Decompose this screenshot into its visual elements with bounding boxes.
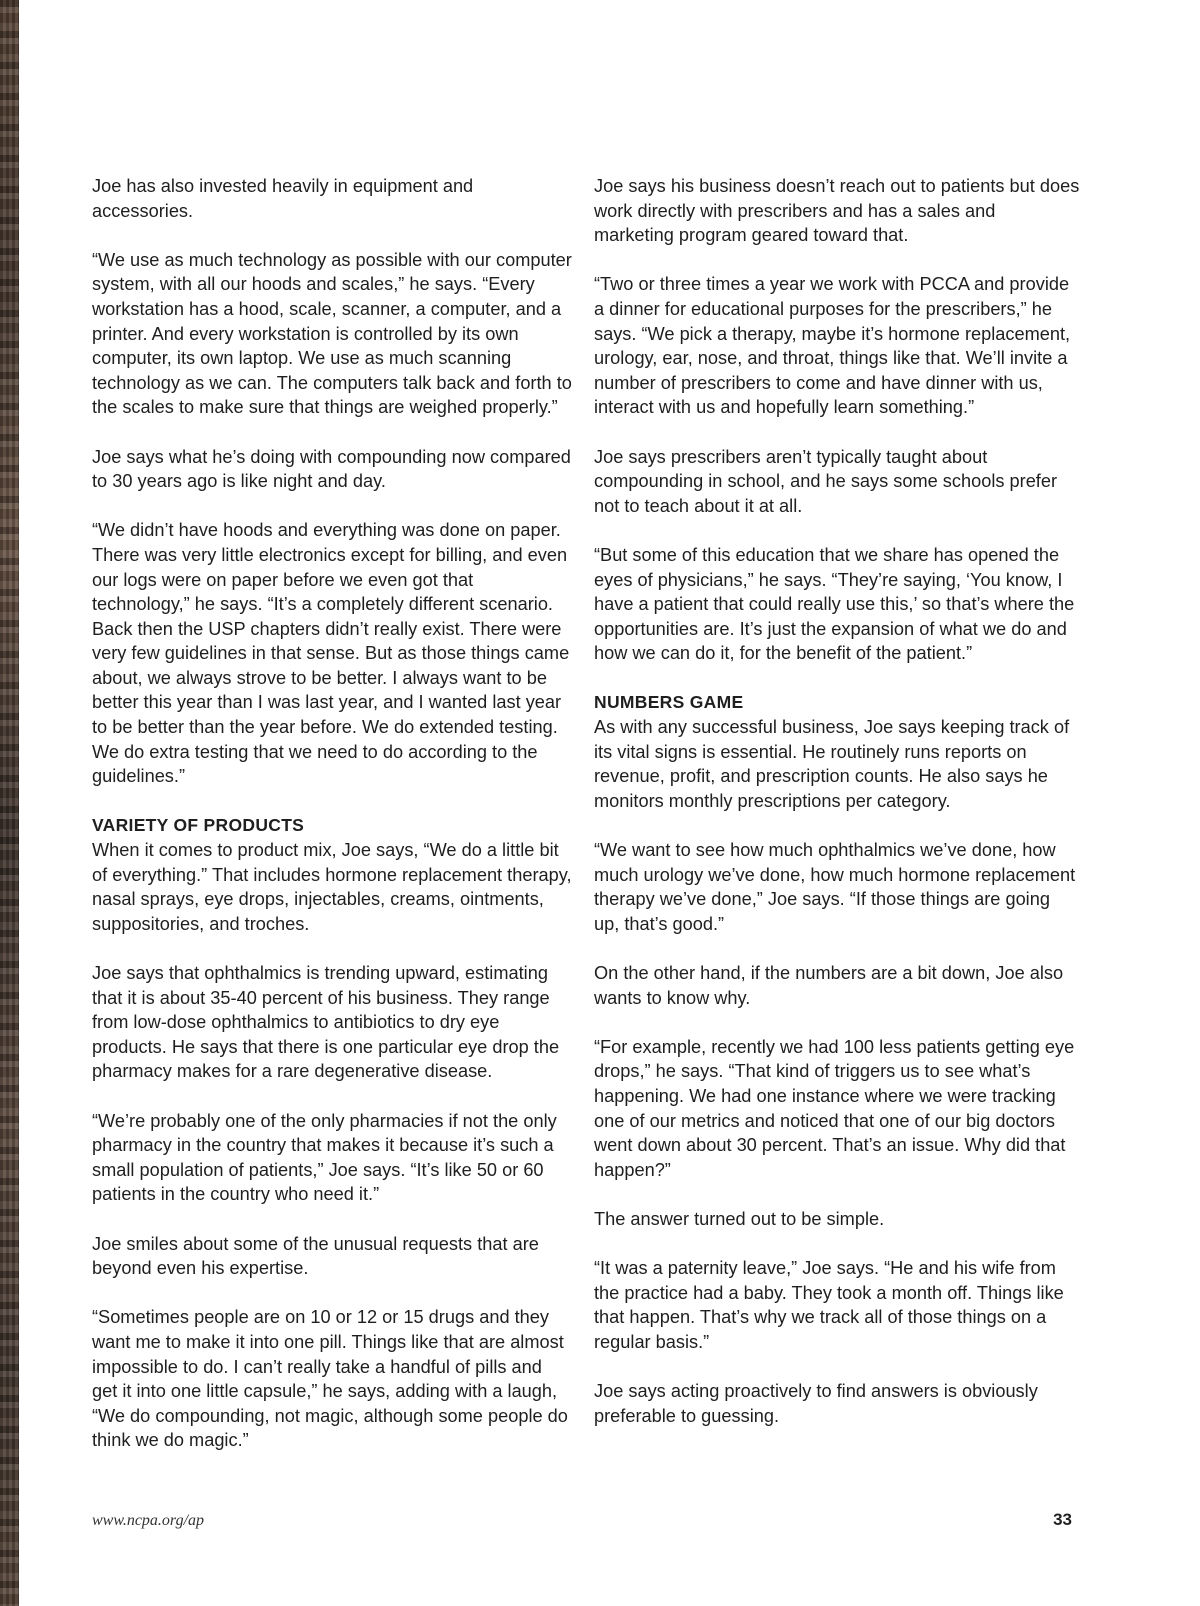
paragraph: “Sometimes people are on 10 or 12 or 15 drugs and they want me to make it into one pill. Things like that are almost impossible to do. I can’t really take a handful of pills and get it into one little capsule,” he says, adding with a laugh, “We do compounding, not magic, although some people do think we do magic.”	[92, 1307, 568, 1451]
section-heading-variety-of-products: VARIETY OF PRODUCTS	[92, 815, 305, 836]
paragraph: Joe smiles about some of the unusual requests that are beyond even his expertise.	[92, 1233, 539, 1279]
paragraph: Joe has also invested heavily in equipment and accessories.	[92, 176, 474, 221]
section-heading-numbers-game: NUMBERS GAME	[594, 692, 744, 713]
paragraph: The answer turned out to be simple.	[594, 1208, 885, 1229]
paragraph: Joe says his business doesn’t reach out to patients but does work directly with prescribers and has a sales and marketing program geared toward that.	[594, 176, 1080, 246]
paragraph: “For example, recently we had 100 less patients getting eye drops,” he says. “That kind of triggers us to see what’s happening. We had one instance where we were tracking one of our metrics and noticed that one of our big doctors went down about 30 percent. That’s an issue. Why did that happen?”	[594, 1036, 1075, 1180]
paragraph: As with any successful business, Joe says keeping track of its vital signs is essential. He routinely runs reports on revenue, profit, and prescription counts. He also says he monitors monthly prescriptions per category.	[594, 717, 1070, 811]
paragraph: “We want to see how much ophthalmics we’ve done, how much urology we’ve done, how much hormone replacement therapy we’ve done,” Joe says. “If those things are going up, that’s good.”	[594, 840, 1076, 934]
paragraph: When it comes to product mix, Joe says, “We do a little bit of everything.” That includes hormone replacement therapy, nasal sprays, eye drops, injectables, creams, ointments, suppositories, and troches.	[92, 840, 572, 934]
paragraph: “We use as much technology as possible with our computer system, with all our hoods and scales,” he says. “Every workstation has a hood, scale, scanner, a computer, and a printer. And every workstation is controlled by its own computer, its own laptop. We use as much scanning technology as we can. The computers talk back and forth to the scales to make sure that things are weighed properly.”	[92, 249, 572, 418]
paragraph: Joe says what he’s doing with compounding now compared to 30 years ago is like night and day.	[92, 446, 571, 492]
paragraph: Joe says that ophthalmics is trending upward, estimating that it is about 35-40 percent of his business. They range from low-dose ophthalmics to antibiotics to dry eye products. He says that there is one particular eye drop the pharmacy makes for a rare degenerative disease.	[92, 963, 560, 1082]
paragraph: “Two or three times a year we work with PCCA and provide a dinner for educational purposes for the prescribers,” he says. “We pick a therapy, maybe it’s hormone replacement, urology, ear, nose, and throat, things like that. We’ll invite a number of prescribers to come and have dinner with us, interact with us and hopefully learn something.”	[594, 274, 1071, 418]
paragraph: Joe says acting proactively to find answers is obviously preferable to guessing.	[594, 1381, 1038, 1426]
paragraph: “It was a paternity leave,” Joe says. “He and his wife from the practice had a baby. They took a month off. Things like that happen. That’s why we track all of those things on a regular basis.”	[594, 1258, 1064, 1352]
page-number: 33	[1053, 1510, 1072, 1529]
paragraph: “We didn’t have hoods and everything was done on paper. There was very little electronics except for billing, and even our logs were on paper before we even got that technology,” he says. “It’s a completely different scenario. Back then the USP chapters didn’t really exist. There were very few guidelines in that sense. But as those things came about, we always strove to be better. I always want to be better this year than I was last year, and I wanted last year to be better than the year before. We do extended testing. We do extra testing that we need to do according to the guidelines.”	[92, 520, 570, 787]
paragraph: Joe says prescribers aren’t typically taught about compounding in school, and he says some schools prefer not to teach about it at all.	[594, 446, 1058, 516]
right-column	[594, 174, 1080, 1453]
paragraph: On the other hand, if the numbers are a bit down, Joe also wants to know why.	[594, 963, 1064, 1008]
left-column	[92, 174, 572, 1477]
decorative-bark-edge	[0, 0, 19, 1606]
footer-url: www.ncpa.org/ap	[92, 1512, 205, 1529]
paragraph: “We’re probably one of the only pharmacies if not the only pharmacy in the country that makes it because it’s such a small population of patients,” Joe says. “It’s like 50 or 60 patients in the country who need it.”	[92, 1110, 557, 1205]
paragraph: “But some of this education that we share has opened the eyes of physicians,” he says. “They’re saying, ‘You know, I have a patient that could really use this,’ so that’s where the opportunities are. It’s just the expansion of what we do and how we can do it, for the benefit of the patient.”	[594, 544, 1075, 664]
